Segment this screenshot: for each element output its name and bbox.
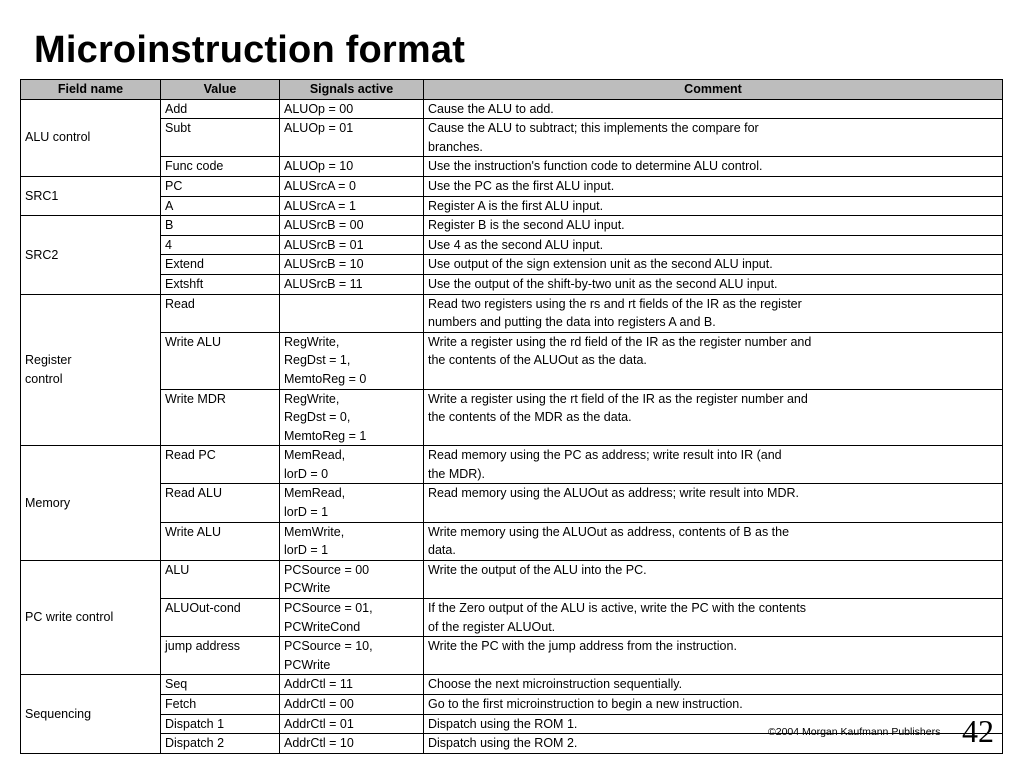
table-row — [21, 332, 1003, 389]
table-row — [21, 599, 1003, 637]
header-field-name: Field name — [21, 80, 161, 100]
table-row — [21, 274, 1003, 294]
value-cell: Fetch — [161, 695, 280, 715]
value-cell: Write MDR — [161, 389, 280, 446]
field-name-cell: ALU control — [21, 99, 161, 176]
comment-cell: Choose the next microinstruction sequentially. — [424, 675, 1003, 695]
header-value: Value — [161, 80, 280, 100]
header-signals-active: Signals active — [280, 80, 424, 100]
comment-cell: Read memory using the ALUOut as address; write result into MDR. — [424, 484, 1003, 522]
table-body — [21, 99, 1003, 753]
comment-cell: Register A is the first ALU input. — [424, 196, 1003, 216]
signals-active-cell: AddrCtl = 11 — [280, 675, 424, 695]
signals-active-cell: ALUSrcB = 11 — [280, 274, 424, 294]
table-row — [21, 157, 1003, 177]
value-cell: A — [161, 196, 280, 216]
comment-cell: Write the output of the ALU into the PC. — [424, 560, 1003, 598]
table-row — [21, 235, 1003, 255]
comment-cell: Dispatch using the ROM 2. — [424, 734, 1003, 754]
signals-active-cell: AddrCtl = 00 — [280, 695, 424, 715]
value-cell: Read ALU — [161, 484, 280, 522]
comment-cell: Cause the ALU to add. — [424, 99, 1003, 119]
field-name-cell: Sequencing — [21, 675, 161, 753]
value-cell: jump address — [161, 637, 280, 675]
comment-cell: Read two registers using the rs and rt fields of the IR as the register numbers and putting the data into registers A and B. — [424, 294, 1003, 332]
signals-active-cell: ALUSrcA = 1 — [280, 196, 424, 216]
table-row — [21, 294, 1003, 332]
signals-active-cell: ALUSrcB = 00 — [280, 216, 424, 236]
table-row — [21, 637, 1003, 675]
table-row — [21, 695, 1003, 715]
table-row — [21, 522, 1003, 560]
table-row — [21, 389, 1003, 446]
comment-cell: Use the PC as the first ALU input. — [424, 176, 1003, 196]
value-cell: Read — [161, 294, 280, 332]
comment-cell: Go to the first microinstruction to begin a new instruction. — [424, 695, 1003, 715]
comment-cell: Read memory using the PC as address; write result into IR (and the MDR). — [424, 446, 1003, 484]
field-name-cell: SRC2 — [21, 216, 161, 294]
signals-active-cell: AddrCtl = 10 — [280, 734, 424, 754]
value-cell: Add — [161, 99, 280, 119]
value-cell: Write ALU — [161, 332, 280, 389]
value-cell: Read PC — [161, 446, 280, 484]
value-cell: 4 — [161, 235, 280, 255]
signals-active-cell: ALUOp = 01 — [280, 119, 424, 157]
value-cell: Dispatch 1 — [161, 714, 280, 734]
signals-active-cell: PCSource = 10, PCWrite — [280, 637, 424, 675]
comment-cell: Write memory using the ALUOut as address, contents of B as the data. — [424, 522, 1003, 560]
header-comment: Comment — [424, 80, 1003, 100]
signals-active-cell: AddrCtl = 01 — [280, 714, 424, 734]
comment-cell: Write a register using the rt field of the IR as the register number and the contents of the MDR as the data. — [424, 389, 1003, 446]
signals-active-cell: PCSource = 00 PCWrite — [280, 560, 424, 598]
value-cell: B — [161, 216, 280, 236]
table-row — [21, 255, 1003, 275]
signals-active-cell — [280, 294, 424, 332]
copyright-footer: ©2004 Morgan Kaufmann Publishers — [768, 726, 941, 738]
signals-active-cell: ALUOp = 00 — [280, 99, 424, 119]
microinstruction-format-table — [20, 79, 1003, 754]
comment-cell: Cause the ALU to subtract; this implements the compare for branches. — [424, 119, 1003, 157]
value-cell: Extshft — [161, 274, 280, 294]
slide-title: Microinstruction format — [34, 29, 466, 71]
comment-cell: Use 4 as the second ALU input. — [424, 235, 1003, 255]
table-row — [21, 99, 1003, 119]
signals-active-cell: MemRead, lorD = 1 — [280, 484, 424, 522]
comment-cell: If the Zero output of the ALU is active, write the PC with the contents of the register ALUOut. — [424, 599, 1003, 637]
value-cell: Write ALU — [161, 522, 280, 560]
signals-active-cell: RegWrite, RegDst = 0, MemtoReg = 1 — [280, 389, 424, 446]
table-row — [21, 446, 1003, 484]
page-number: 42 — [962, 713, 994, 749]
value-cell: Extend — [161, 255, 280, 275]
comment-cell: Write a register using the rd field of the IR as the register number and the contents of the ALUOut as the data. — [424, 332, 1003, 389]
comment-cell: Use the output of the shift-by-two unit as the second ALU input. — [424, 274, 1003, 294]
field-name-cell: PC write control — [21, 560, 161, 675]
table-row — [21, 196, 1003, 216]
signals-active-cell: ALUSrcB = 01 — [280, 235, 424, 255]
signals-active-cell: PCSource = 01, PCWriteCond — [280, 599, 424, 637]
table-row — [21, 675, 1003, 695]
signals-active-cell: ALUSrcB = 10 — [280, 255, 424, 275]
table-row — [21, 176, 1003, 196]
value-cell: Dispatch 2 — [161, 734, 280, 754]
field-name-cell: Register control — [21, 294, 161, 446]
signals-active-cell: MemWrite, lorD = 1 — [280, 522, 424, 560]
field-name-cell: SRC1 — [21, 176, 161, 215]
comment-cell: Register B is the second ALU input. — [424, 216, 1003, 236]
table-row — [21, 119, 1003, 157]
value-cell: Func code — [161, 157, 280, 177]
comment-cell: Write the PC with the jump address from the instruction. — [424, 637, 1003, 675]
signals-active-cell: ALUOp = 10 — [280, 157, 424, 177]
value-cell: ALU — [161, 560, 280, 598]
table-row — [21, 560, 1003, 598]
table-header-row — [21, 80, 1003, 100]
value-cell: PC — [161, 176, 280, 196]
comment-cell: Use output of the sign extension unit as the second ALU input. — [424, 255, 1003, 275]
signals-active-cell: MemRead, lorD = 0 — [280, 446, 424, 484]
value-cell: Seq — [161, 675, 280, 695]
value-cell: Subt — [161, 119, 280, 157]
value-cell: ALUOut-cond — [161, 599, 280, 637]
field-name-cell: Memory — [21, 446, 161, 561]
signals-active-cell: RegWrite, RegDst = 1, MemtoReg = 0 — [280, 332, 424, 389]
signals-active-cell: ALUSrcA = 0 — [280, 176, 424, 196]
comment-cell: Dispatch using the ROM 1. — [424, 714, 1003, 734]
comment-cell: Use the instruction's function code to determine ALU control. — [424, 157, 1003, 177]
table-row — [21, 484, 1003, 522]
table-row — [21, 216, 1003, 236]
